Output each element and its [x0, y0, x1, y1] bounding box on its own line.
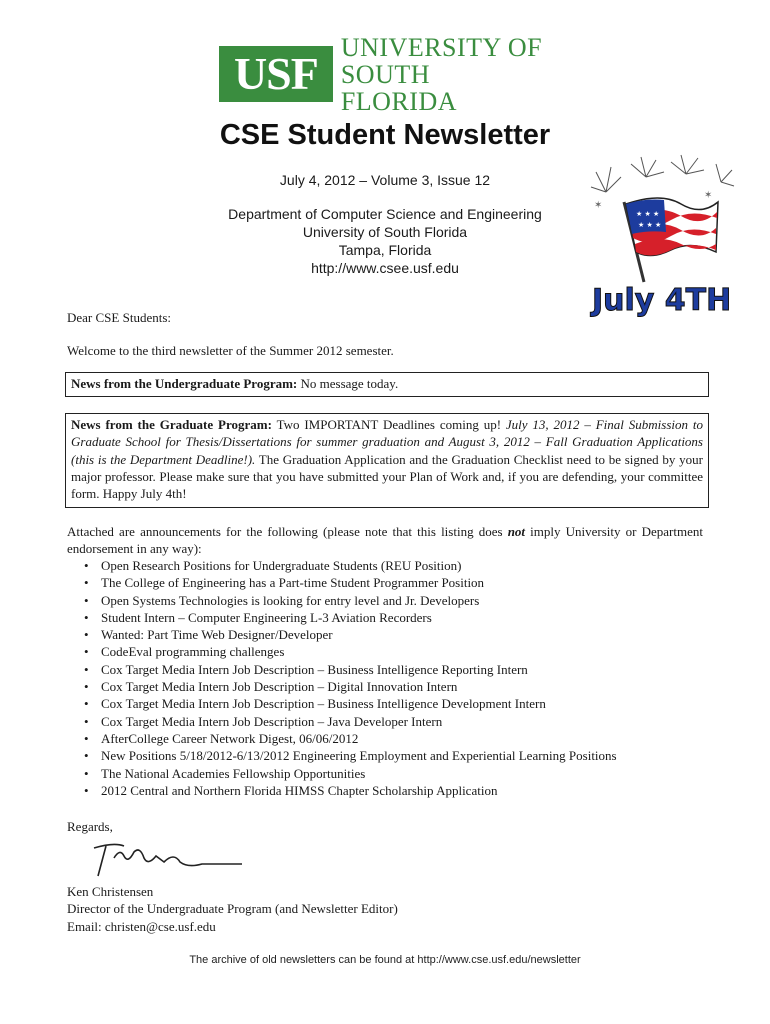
list-item[interactable]: • The College of Engineering has a Part-time Student Programmer Position — [101, 574, 617, 591]
welcome-text: Welcome to the third newsletter of the Summer 2012 semester. — [67, 343, 394, 358]
attached-intro — [67, 523, 703, 558]
svg-text:★ ★ ★: ★ ★ ★ — [638, 221, 662, 229]
list-item[interactable]: • The National Academies Fellowship Opportunities — [101, 765, 617, 782]
list-item[interactable]: • Cox Target Media Intern Job Description – Digital Innovation Intern — [101, 678, 617, 695]
logo-line-1: UNIVERSITY OF — [340, 32, 543, 62]
list-item[interactable]: • 2012 Central and Northern Florida HIMSS Chapter Scholarship Application — [101, 782, 617, 799]
list-item[interactable]: • Wanted: Part Time Web Designer/Developer — [101, 626, 617, 643]
regards: Regards, — [67, 819, 113, 834]
editor-name: Ken Christensen — [67, 884, 154, 899]
editor-email[interactable]: Email: christen@cse.usf.edu — [67, 918, 216, 934]
archive-footer: The archive of old newsletters can be found at http://www.cse.usf.edu/newsletter — [189, 954, 581, 966]
svg-text:✶: ✶ — [594, 200, 603, 211]
attached-emphasis: not — [507, 524, 526, 539]
list-item[interactable]: • New Positions 5/18/2012-6/13/2012 Engineering Employment and Experiential Learning Positions — [101, 747, 617, 764]
greeting: Dear CSE Students: — [67, 310, 171, 325]
usf-logo-wordmark — [341, 34, 551, 115]
city: Tampa, Florida — [338, 242, 432, 258]
usf-logo — [219, 32, 551, 116]
list-item[interactable]: • AfterCollege Career Network Digest, 06/06/2012 — [101, 730, 617, 747]
editor-role: Director of the Undergraduate Program (and Newsletter Editor) — [67, 901, 398, 917]
list-item[interactable]: • Cox Target Media Intern Job Description – Business Intelligence Reporting Intern — [101, 661, 617, 678]
list-item[interactable]: • Open Research Positions for Undergraduate Students (REU Position) — [101, 557, 617, 574]
svg-text:★ ★ ★: ★ ★ ★ — [636, 210, 660, 218]
list-item[interactable]: • Student Intern – Computer Engineering L-3 Aviation Recorders — [101, 609, 617, 626]
graduate-news-text: Two IMPORTANT Deadlines coming up! — [271, 417, 506, 432]
undergraduate-news-box — [65, 372, 709, 397]
svg-text:✶: ✶ — [704, 190, 713, 201]
usf-logo-mark: USF — [219, 46, 333, 102]
department-name: Department of Computer Science and Engineering — [228, 206, 542, 222]
july-4th-flag-fireworks-icon — [586, 152, 736, 324]
list-item[interactable]: • Cox Target Media Intern Job Description – Java Developer Intern — [101, 713, 617, 730]
undergraduate-news-label: News from the Undergraduate Program: — [71, 376, 298, 391]
graduate-news-box — [65, 413, 709, 508]
list-item[interactable]: • Cox Target Media Intern Job Description – Business Intelligence Development Intern — [101, 695, 617, 712]
signature-block — [67, 883, 703, 935]
attached-intro-text: Attached are announcements for the following (please note that this listing does — [67, 524, 508, 539]
announcement-list — [101, 557, 617, 799]
attached-intro-text-2: imply University or Department endorsement in any way): — [67, 524, 703, 557]
undergraduate-news-text: No message today. — [297, 376, 399, 391]
graduate-deadlines: July 13, 2012 – Final Submission to Graduate School for Thesis/Dissertations for summer graduation and August 3, 2012 – Fall Graduation Applications (this is the Department Deadline!). — [71, 417, 703, 467]
issue-date: July 4, 2012 – Volume 3, Issue 12 — [279, 172, 491, 188]
graduate-news-label: News from the Graduate Program: — [71, 417, 272, 432]
signature-icon — [84, 838, 244, 878]
graduate-news-text-2: The Graduation Application and the Graduation Checklist need to be signed by your major professor. Please make sure that you have submitted your Plan of Work and, if you are defending, your committee form. Happy July 4th! — [71, 451, 703, 502]
list-item[interactable]: • Open Systems Technologies is looking for entry level and Jr. Developers — [101, 592, 617, 609]
logo-line-2: SOUTH FLORIDA — [340, 59, 457, 116]
july-4th-text: July 4TH — [592, 283, 732, 318]
university-name: University of South Florida — [302, 224, 468, 240]
list-item[interactable]: • CodeEval programming challenges — [101, 643, 617, 660]
newsletter-title: CSE Student Newsletter — [219, 119, 551, 151]
department-url[interactable]: http://www.csee.usf.edu — [311, 260, 459, 276]
